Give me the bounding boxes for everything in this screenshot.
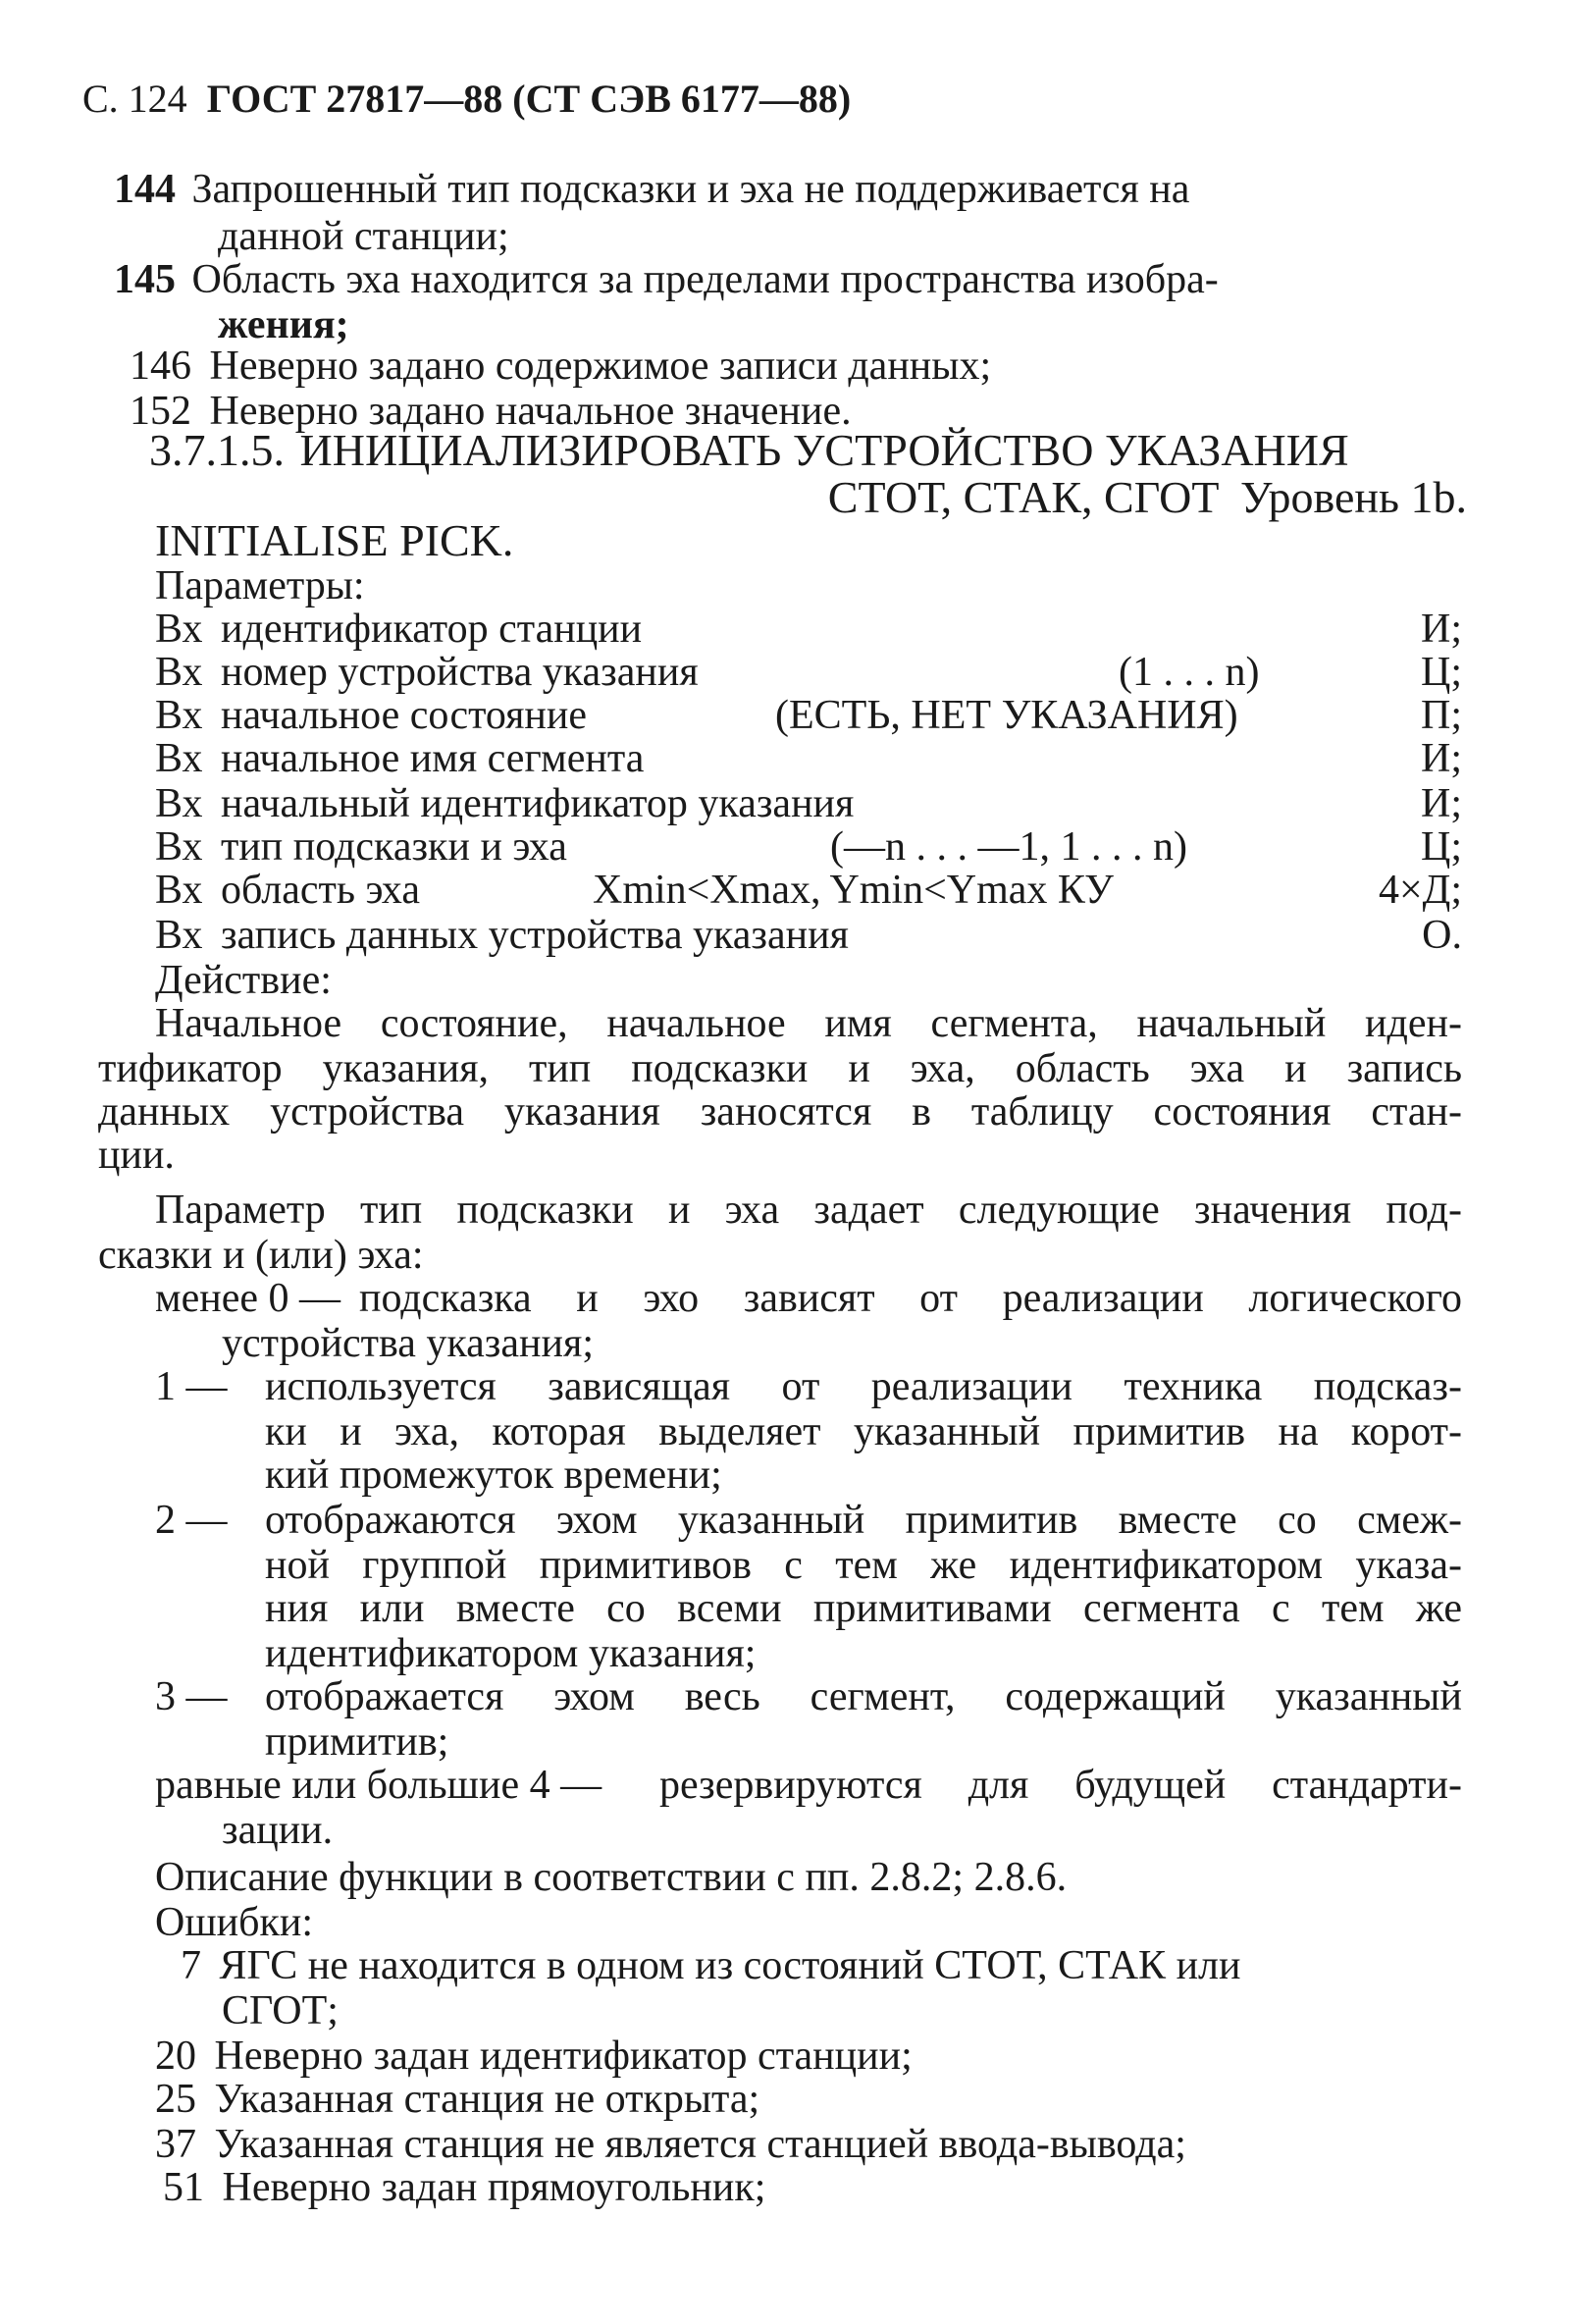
error-item: 37 Указанная станция не является станцией ввода-вывода; <box>155 2122 1186 2167</box>
parameter-row: Вх начальное состояние <box>155 693 588 738</box>
parameter-row: Вх начальное имя сегмента <box>155 736 645 781</box>
parameter-row: Вх номер устройства указания <box>155 650 699 695</box>
page-header <box>82 77 851 122</box>
parameter-range: (1 . . . n) <box>1119 650 1260 695</box>
parameter-type: П; <box>1421 693 1462 738</box>
parameter-row: Вх идентификатор станции <box>155 607 643 652</box>
error-item: 144 Запрошенный тип подсказки и эха не поддерживается на <box>114 167 1190 212</box>
parameter-type: Ц; <box>1421 824 1462 870</box>
parameter-range: (—n . . . —1, 1 . . . n) <box>830 824 1187 870</box>
parameter-type: О. <box>1422 913 1462 958</box>
document-page: С. 124 ГОСТ 27817—88 (СТ СЭВ 6177—88) 144 Запрошенный тип подсказки и эха не поддерживается на данной станции; 145 Область эха находится за пределами пространства изобра- жения; 146 Неверно задано содержимое записи данных; 152 Неверно задано начальное значение. 3.7.1.5. ИНИЦИАЛИЗИРОВАТЬ УСТРОЙСТВО УКАЗАНИЯ СТОТ, СТАК, СГОТ Уровень 1b. INITIALISE PICK. Параметры: Вх идентификатор станции И; Вх номер устройства указания (1 . . . n) Ц; Вх начальное состояние (ЕСТЬ, НЕТ УКАЗАНИЯ) П; Вх начальное имя сегмента И; Вх начальный идентификатор указания И; Вх тип подсказки и эха (—n . . . —1, 1 . . . n) Ц; Вх область эха Xmin<Xmax, Ymin<Ymax КУ 4×Д; Вх запись данных устройства указания О. Действие: Начальное состояние, начальное имя сегмента, начальный иден- тификатор указания, тип подсказки и эха, область эха и запись данных устройства указания заносятся в таблицу состояния стан- ции. Параметр тип подсказки и эха задает следующие значения под- сказки и (или) эха: менее 0 — подсказка и эхо зависят от реализации логического устройства указания; 1 — используется зависящая от реализации техника подсказ- ки и эха, которая выделяет указанный примитив на корот- кий промежуток времени; 2 — отображаются эхом указанный примитив вместе со смеж- ной группой примитивов с тем же идентификатором указа- ния или вместе со всеми примитивами сегмента с тем же идентификатором указания; 3 — отображается эхом весь сегмент, содержащий указанный примитив; равные или большие 4 — резервируются для будущей стандарти- зации. Описание функции в соответствии с пп. 2.8.2; 2.8.6. Ошибки: 7 ЯГС не находится в одном из состояний СТОТ, СТАК или СГОТ; 20 Неверно задан идентификатор станции; 25 Указанная станция не открыта; 37 Указанная станция не является станцией ввода-вывода; 51 Неверно задан прямоугольник; <box>82 77 1467 2210</box>
echo-value-key: 3 — <box>155 1674 228 1719</box>
parameter-type: И; <box>1421 607 1462 652</box>
echo-value-key: 2 — <box>155 1498 228 1543</box>
section-number: 3.7.1.5. <box>149 425 285 475</box>
error-item: 145 Область эха находится за пределами пространства изобра- <box>114 257 1219 302</box>
section-title: ИНИЦИАЛИЗИРОВАТЬ УСТРОЙСТВО УКАЗАНИЯ <box>299 425 1349 475</box>
parameter-type: Ц; <box>1421 650 1462 695</box>
parameter-range: (ЕСТЬ, НЕТ УКАЗАНИЯ) <box>775 693 1238 738</box>
error-item: 51 Неверно задан прямоугольник; <box>163 2165 766 2210</box>
parameter-range: Xmin<Xmax, Ymin<Ymax КУ <box>593 868 1114 913</box>
section-level: Уровень 1b. <box>1240 472 1467 522</box>
parameter-type: 4×Д; <box>1378 868 1462 913</box>
parameter-type: И; <box>1421 736 1462 781</box>
error-item: 146 Неверно задано содержимое записи данных; <box>130 343 992 389</box>
errors-label: Ошибки: <box>155 1900 314 1945</box>
echo-value-key: равные или большие 4 — <box>155 1763 602 1808</box>
echo-value-key: менее 0 — <box>155 1276 340 1321</box>
section-heading <box>149 425 1349 475</box>
error-item: 20 Неверно задан идентификатор станции; <box>155 2034 913 2079</box>
parameter-row: Вх запись данных устройства указания <box>155 913 849 958</box>
parameter-row: Вх область эха <box>155 868 421 913</box>
parameter-type: И; <box>1421 781 1462 826</box>
error-item: 152 Неверно задано начальное значение. <box>130 389 852 434</box>
standard-title: ГОСТ 27817—88 (СТ СЭВ 6177—88) <box>206 77 852 121</box>
function-english-name: INITIALISE PICK. <box>155 515 514 565</box>
action-label: Действие: <box>155 958 332 1003</box>
section-levels <box>765 472 1467 522</box>
parameter-row: Вх начальный идентификатор указания <box>155 781 855 826</box>
section-states: СТОТ, СТАК, СГОТ <box>827 472 1220 522</box>
error-item-continuation: СГОТ; <box>222 1988 339 2034</box>
parameters-label: Параметры: <box>155 563 365 608</box>
error-item-continuation: жения; <box>218 302 349 347</box>
error-item: 25 Указанная станция не открыта; <box>155 2077 760 2122</box>
page-number: С. 124 <box>82 77 187 121</box>
echo-value-key: 1 — <box>155 1364 228 1409</box>
parameter-row: Вх тип подсказки и эха <box>155 824 567 870</box>
error-item: 7 ЯГС не находится в одном из состояний СТОТ, СТАК или <box>181 1943 1241 1988</box>
error-item-continuation: данной станции; <box>218 214 509 259</box>
function-description: Описание функции в соответствии с пп. 2.8.2; 2.8.6. <box>155 1855 1068 1900</box>
